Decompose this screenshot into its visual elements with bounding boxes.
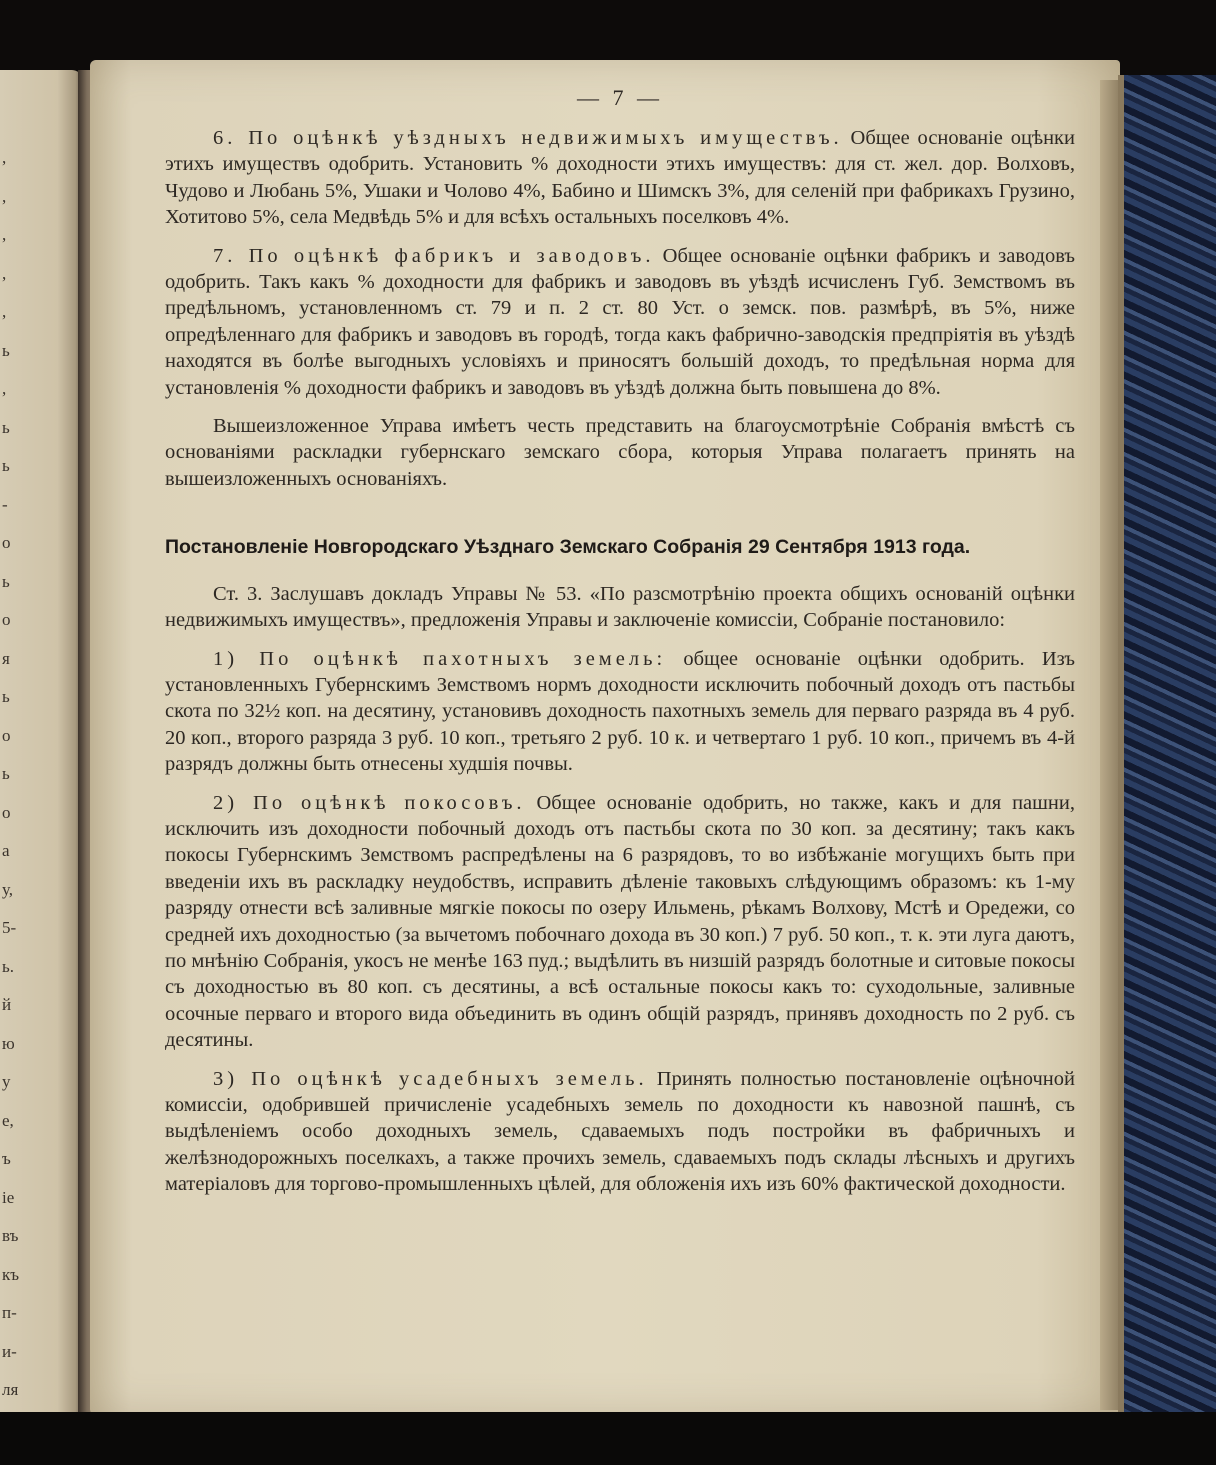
- marbled-cover-board: [1118, 75, 1216, 1415]
- resolution-1-text: общее основаніе оцѣнки одобрить. Изъ установленныхъ Губернскимъ Земствомъ нормъ доходности исключить побочный доходъ отъ пастьбы скота по 32½ коп. на десятину, установивъ доходность пахотныхъ земель для перваго разряда въ 4 руб. 20 коп., второго разряда 3 руб. 10 коп., третьяго 2 руб. 10 к. и четвертаго 1 руб. 10 коп., причемъ въ 4-й разрядъ должны быть отнесены худшія почвы.: [165, 647, 1075, 776]
- left-margin-fragment: ъ: [2, 1149, 11, 1168]
- left-margin-fragment: ь: [2, 456, 10, 475]
- left-margin-fragment: о: [2, 725, 11, 745]
- left-margin-fragment: п-: [2, 1303, 17, 1322]
- left-margin-fragment: ,: [2, 263, 7, 283]
- page-content: [165, 85, 1075, 1210]
- left-margin-fragment: а: [2, 841, 10, 860]
- section-6-text: Общее основаніе оцѣнки этихъ имуществъ одобрить. Установить % доходности этихъ имуществъ: для ст. жел. дор. Волховъ, Чудово и Любань 5%, Ушаки и Чолово 4%, Бабино и Шимскъ 3%, для селеній при фабрикахъ Грузино, Хотитово 5%, села Медвѣдь 5% и для всѣхъ остальныхъ поселковъ 4%.: [165, 127, 1075, 229]
- left-margin-fragment: въ: [2, 1226, 19, 1245]
- paragraph-resolution-1: [165, 646, 1075, 778]
- left-margin-fragment: ю: [2, 1033, 15, 1053]
- paragraph-section-7: [165, 243, 1075, 401]
- paragraph-resolution-3: [165, 1066, 1075, 1198]
- left-margin-fragment: ь: [2, 571, 10, 591]
- paragraph-resolution-intro: Ст. 3. Заслушавъ докладъ Управы № 53. «По разсмотрѣнію проекта общихъ основаній оцѣнки недвижимыхъ имуществъ», предложенія Управы и заключеніе комиссіи, Собраніе постановило:: [165, 582, 1075, 632]
- left-page-margin-fragments: [0, 70, 22, 1415]
- left-margin-fragment: у,: [2, 879, 14, 899]
- left-margin-fragment: о: [2, 610, 11, 629]
- left-margin-fragment: ,: [2, 302, 7, 321]
- left-margin-fragment: я: [2, 648, 10, 668]
- section-6-lead: 6. По оцѣнкѣ уѣздныхъ недвижимыхъ имуществъ.: [213, 127, 843, 149]
- left-margin-fragment: -: [2, 494, 8, 514]
- paragraph-section-6: [165, 125, 1075, 231]
- left-margin-fragment: іе: [2, 1187, 15, 1207]
- left-margin-fragment: ,: [2, 186, 7, 206]
- paragraph-resolution-2: [165, 790, 1075, 1054]
- left-margin-fragment: й: [2, 995, 12, 1014]
- left-margin-fragment: ь.: [2, 956, 15, 976]
- left-margin-fragment: ,: [2, 379, 7, 398]
- left-margin-fragment: 5-: [2, 918, 17, 937]
- page-number: — 7 —: [577, 85, 663, 110]
- section-7-text: Общее основаніе оцѣнки фабрикъ и заводовъ одобрить. Такъ какъ % доходности для фабрикъ и заводовъ въ уѣздѣ исчисленъ Губ. Земствомъ въ предѣльномъ, установленномъ ст. 79 и п. 2 ст. 80 Уст. о земск. пов. размѣрѣ, въ 5%, ниже опредѣленнаго для фабрикъ и заводовъ въ городѣ, тогда какъ фабрично-заводскія предпріятія въ уѣздѣ находятся въ болѣе выгодныхъ условіяхъ и приносятъ большій доходъ, то предѣльная норма для установленія % доходности фабрикъ и заводовъ въ уѣздѣ должна быть повышена до 8%.: [165, 244, 1075, 399]
- left-facing-page: [0, 70, 82, 1415]
- left-margin-fragment: и-: [2, 1341, 17, 1361]
- resolution-3-lead: 3) По оцѣнкѣ усадебныхъ земель.: [213, 1067, 648, 1090]
- left-margin-fragment: къ: [2, 1264, 20, 1284]
- left-margin-fragment: ,: [2, 225, 7, 244]
- section-7-lead: 7. По оцѣнкѣ фабрикъ и заводовъ.: [213, 244, 655, 267]
- bottom-background: [0, 1412, 1216, 1465]
- left-margin-fragment: о: [2, 802, 11, 822]
- resolution-heading: Постановленіе Новгородскаго Уѣзднаго Земскаго Собранія 29 Сентября 1913 года.: [165, 536, 971, 559]
- paragraph-closing: Вышеизложенное Управа имѣетъ честь представить на благоусмотрѣніе Собранія вмѣстѣ съ основаніями раскладки губернскаго земскаго сбора, которыя Управа полагаетъ принять на вышеизложенныхъ основаніяхъ.: [165, 415, 1075, 490]
- left-margin-fragment: ь: [2, 340, 10, 360]
- left-margin-fragment: ь: [2, 417, 10, 437]
- left-margin-fragment: о: [2, 533, 11, 552]
- left-margin-fragment: ь: [2, 764, 10, 783]
- left-margin-fragment: ,: [2, 148, 7, 167]
- left-margin-fragment: у: [2, 1072, 11, 1091]
- resolution-3-text: Принять полностью постановленіе оцѣночной комиссіи, одобрившей причисленіе усадебныхъ земель по доходности къ навозной пашнѣ, съ выдѣленіемъ особо доходныхъ земель, сдаваемыхъ подъ постройки въ фабричныхъ и желѣзнодорожныхъ поселкахъ, а также прочихъ земель, сдаваемыхъ подъ склады лѣсныхъ и другихъ матеріаловъ для торгово-промышленныхъ цѣлей, для обложенія ихъ изъ 60% фактической доходности.: [165, 1067, 1075, 1196]
- resolution-1-lead: 1) По оцѣнкѣ пахотныхъ земель:: [213, 647, 667, 670]
- resolution-2-text: Общее основаніе одобрить, но также, какъ и для пашни, исключить изъ доходности побочный доходъ отъ пастьбы скота по 30 коп. за десятину; такъ какъ покосы Губернскимъ Земствомъ распредѣлены на 6 разрядовъ, то во избѣжаніе могущихъ быть при введеніи ихъ въ раскладку неудобствъ, исправить дѣленіе таковыхъ слѣдующимъ образомъ: къ 1-му разряду отнести всѣ заливные мягкіе покосы по озеру Ильмень, рѣкамъ Волхову, Мстѣ и Оредежи, со средней ихъ доходностью (за вычетомъ побочнаго дохода въ 30 коп.) 7 руб. 50 коп., т. к. эти луга даютъ, по мнѣнію Собранія, укосъ не менѣе 163 пуд.; выдѣлить въ низшій разрядъ болотные и ситовые покосы съ доходностью въ 80 коп. съ десятины, а всѣ остальные покосы какъ то: суходольные, заливные осочные перваго и второго вида объединить въ одинъ общій разрядъ, принявъ доходность по 2 руб. съ десятины.: [165, 791, 1076, 1052]
- left-margin-fragment: е,: [2, 1110, 14, 1130]
- left-margin-fragment: ля: [2, 1380, 19, 1399]
- resolution-2-lead: 2) По оцѣнкѣ покосовъ.: [213, 791, 526, 814]
- left-margin-fragment: ь: [2, 687, 10, 706]
